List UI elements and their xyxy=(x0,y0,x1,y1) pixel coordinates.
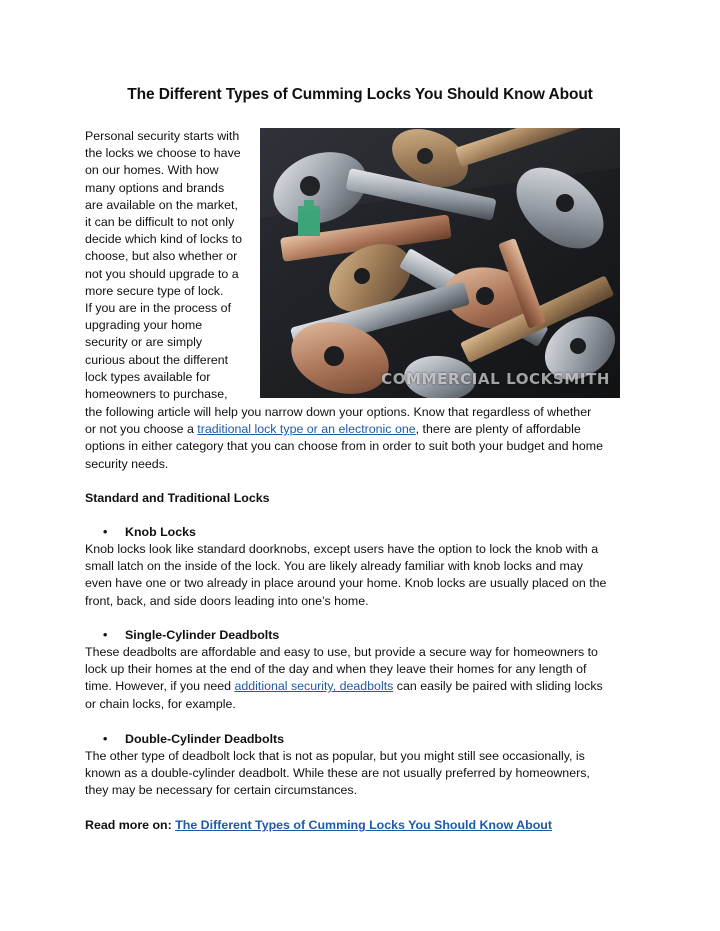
intro-line xyxy=(85,421,645,438)
paragraph-line: small latch on the inside of the lock. You are likely already familiar with knob locks and may xyxy=(85,559,583,574)
traditional-lock-link[interactable]: traditional lock type or an electronic one xyxy=(197,422,416,437)
section-heading: Standard and Traditional Locks xyxy=(85,491,270,505)
intro-line: lock types available for xyxy=(85,369,211,384)
intro-line: Personal security starts with xyxy=(85,129,240,143)
bullet-label: Knob Locks xyxy=(125,525,196,539)
intro-line: homeowners to purchase, xyxy=(85,387,228,402)
paragraph-line: Knob locks look like standard doorknobs, except users have the option to lock the knob with a xyxy=(85,542,599,556)
keys-illustration xyxy=(260,128,620,398)
keys-photo xyxy=(260,128,620,398)
paragraph-line: known as a double-cylinder deadbolt. While these are not usually preferred by homeowners, xyxy=(85,766,590,781)
intro-line: not you should upgrade to a xyxy=(85,266,239,281)
bullet-dot-icon: • xyxy=(103,628,108,642)
intro-line: upgrading your home xyxy=(85,318,203,333)
read-more-line xyxy=(85,817,645,834)
document-title: The Different Types of Cumming Locks You Should Know About xyxy=(127,86,593,103)
intro-line: curious about the different xyxy=(85,352,229,367)
bullet-label: Double-Cylinder Deadbolts xyxy=(125,732,285,746)
single-cylinder-paragraph xyxy=(85,644,645,713)
paragraph-line xyxy=(85,678,645,695)
intro-line: the following article will help you narrow down your options. Know that regardless of whether xyxy=(85,405,592,419)
bullet-single-cylinder xyxy=(103,627,279,644)
watermark-text: COMMERCIAL LOCKSMITH xyxy=(381,370,610,388)
paragraph-text: can easily be paired with sliding locks xyxy=(393,679,603,694)
intro-text: , there are plenty of affordable xyxy=(415,422,581,437)
intro-line: decide which kind of locks to xyxy=(85,232,243,247)
intro-line: more secure type of lock. xyxy=(85,283,224,298)
bullet-dot-icon: • xyxy=(103,732,108,746)
bullet-label: Single-Cylinder Deadbolts xyxy=(125,628,280,642)
paragraph-line: lock up their homes at the end of the day and when they leave their homes for any length of xyxy=(85,662,587,677)
paragraph-line: The other type of deadbolt lock that is not as popular, but you might still see occasionally, is xyxy=(85,749,585,763)
paragraph-text: time. However, if you need xyxy=(85,679,235,694)
intro-line: choose, but also whether or xyxy=(85,249,238,264)
paragraph-line: or chain locks, for example. xyxy=(85,696,236,711)
read-more-link[interactable]: The Different Types of Cumming Locks You Should Know About xyxy=(175,818,552,832)
intro-text: or not you choose a xyxy=(85,422,198,437)
intro-line: If you are in the process of xyxy=(85,301,232,316)
bullet-double-cylinder xyxy=(103,731,284,748)
paragraph-line: front, back, and side doors leading into one’s home. xyxy=(85,593,369,608)
bullet-knob-locks xyxy=(103,524,196,541)
additional-security-link[interactable]: additional security, deadbolts xyxy=(234,679,394,694)
intro-wide-text xyxy=(85,404,645,473)
intro-line: security or are simply xyxy=(85,335,203,350)
intro-line: are available on the market, xyxy=(85,197,238,212)
intro-line: security needs. xyxy=(85,456,169,471)
double-cylinder-paragraph xyxy=(85,748,645,800)
read-more-label: Read more on: xyxy=(85,818,176,832)
intro-line: many options and brands xyxy=(85,180,225,195)
intro-line: it can be difficult to not only xyxy=(85,215,235,230)
intro-line: the locks we choose to have xyxy=(85,146,241,161)
intro-line: on our homes. With how xyxy=(85,163,219,178)
intro-narrow-column xyxy=(85,128,257,403)
intro-line: options in either category that you can choose from in order to suit both your budget and home xyxy=(85,439,603,454)
paragraph-line: even have one or two already in place around your home. Knob locks are usually placed on the xyxy=(85,576,607,591)
knob-locks-paragraph xyxy=(85,541,645,610)
paragraph-line: they may be necessary for certain circumstances. xyxy=(85,783,358,798)
bullet-dot-icon: • xyxy=(103,525,108,539)
paragraph-line: These deadbolts are affordable and easy to use, but provide a secure way for homeowners to xyxy=(85,645,598,659)
